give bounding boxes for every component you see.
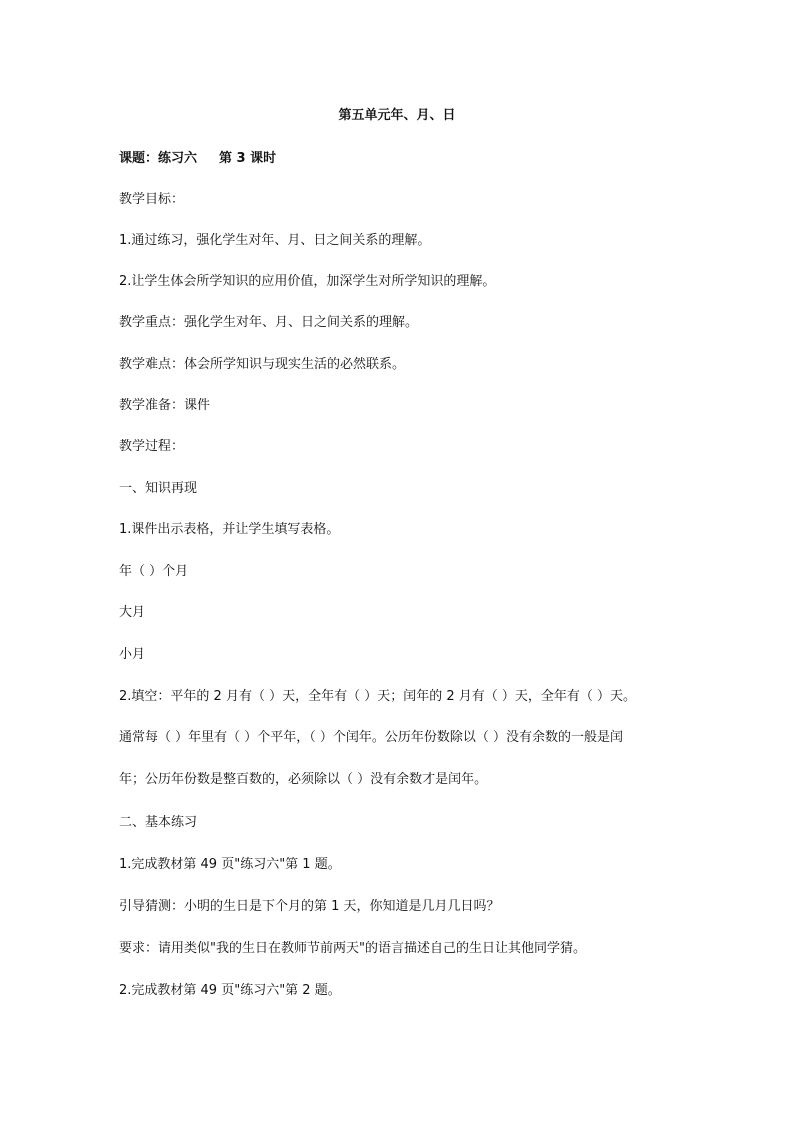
- lesson-period: 第 3 课时: [219, 151, 277, 166]
- paragraph: 年；公历年份数是整百数的，必须除以（ ）没有余数才是闰年。: [119, 772, 488, 787]
- paragraph: 教学准备：课件: [119, 398, 211, 413]
- paragraph: 2.填空：平年的 2 月有（ ）天，全年有（ ）天；闰年的 2 月有（ ）天，全年有（ ）天。: [119, 689, 637, 704]
- paragraph: 教学目标：: [119, 192, 185, 207]
- paragraph: 教学过程：: [119, 439, 185, 454]
- paragraph: 小月: [119, 647, 146, 662]
- lesson-header: [119, 150, 734, 168]
- paragraph: 2.完成教材第 49 页"练习六"第 2 题。: [119, 983, 341, 998]
- paragraph: 教学重点：强化学生对年、月、日之间关系的理解。: [119, 315, 419, 330]
- paragraph: 引导猜测：小明的生日是下个月的第 1 天，你知道是几月几日吗？: [119, 899, 500, 914]
- section-heading: 二、基本练习: [119, 815, 198, 830]
- paragraph: 大月: [119, 605, 146, 620]
- paragraph: 教学难点：体会所学知识与现实生活的必然联系。: [119, 357, 406, 372]
- section-heading: 一、知识再现: [119, 481, 198, 496]
- paragraph: 通常每（ ）年里有（ ）个平年，（ ）个闰年。公历年份数除以（ ）没有余数的一般是闰: [119, 730, 624, 745]
- paragraph: 年（ ）个月: [119, 564, 189, 579]
- lesson-topic: 课题：练习六: [119, 151, 198, 166]
- page-title: 第五单元年、月、日: [338, 108, 456, 123]
- paragraph: 2.让学生体会所学知识的应用价值，加深学生对所学知识的理解。: [119, 274, 496, 289]
- paragraph: 要求：请用类似"我的生日在教师节前两天"的语言描述自己的生日让其他同学猜。: [119, 941, 586, 956]
- paragraph: 1.完成教材第 49 页"练习六"第 1 题。: [119, 857, 341, 872]
- paragraph: 1.课件出示表格，并让学生填写表格。: [119, 522, 340, 537]
- paragraph: 1.通过练习，强化学生对年、月、日之间关系的理解。: [119, 233, 431, 248]
